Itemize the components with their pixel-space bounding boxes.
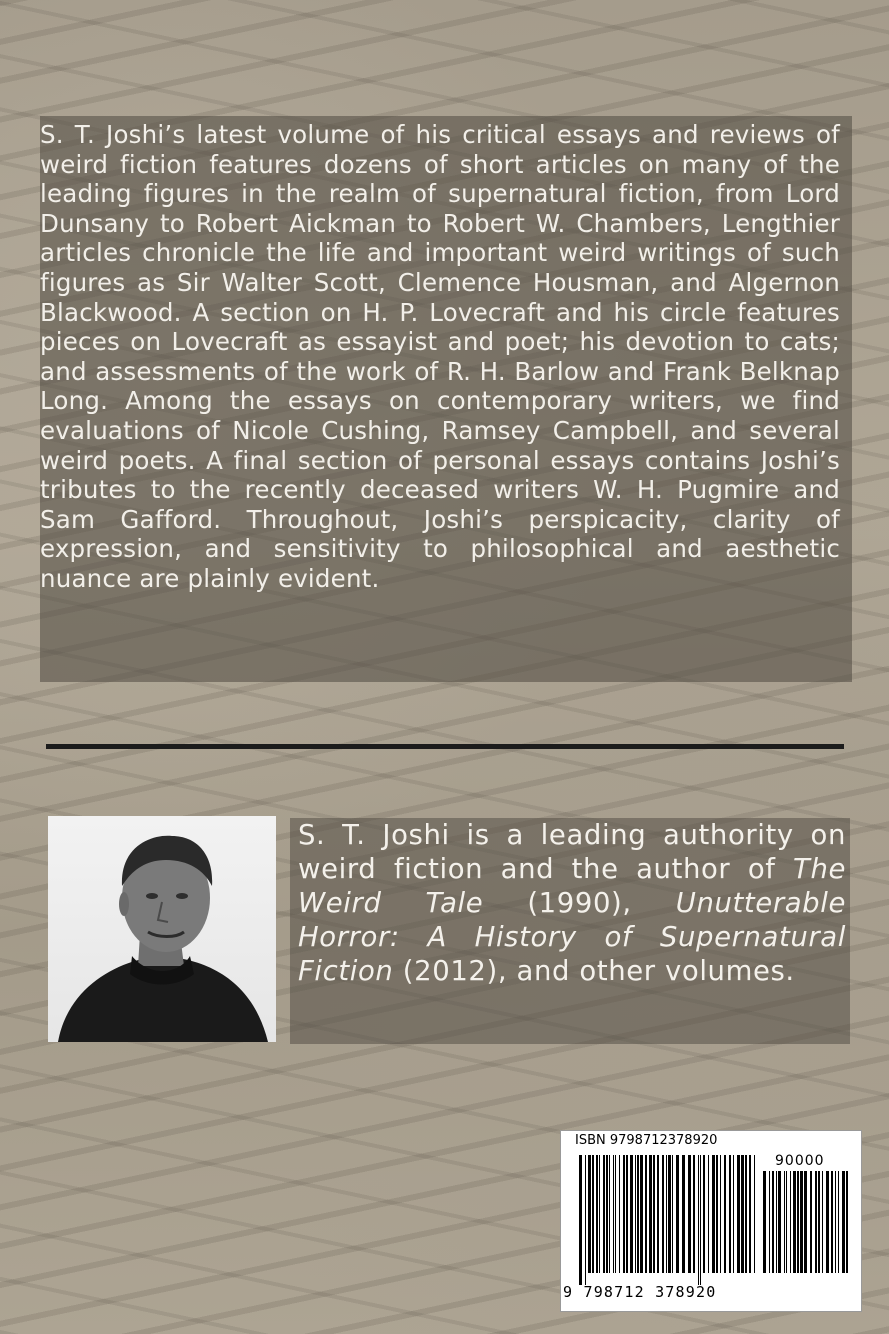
bio-text: (1990),: [483, 887, 676, 919]
book-title-weird-tale: The Weird Tale: [298, 853, 846, 919]
barcode-bar: [786, 1171, 787, 1273]
barcode-bar: [649, 1155, 652, 1273]
barcode-bar: [822, 1171, 823, 1273]
barcode-bar: [637, 1155, 639, 1273]
barcode-bar: [603, 1155, 605, 1273]
book-title-unutterable-horror: Unutterable Horror: A History of Supernatural Fiction: [298, 887, 846, 987]
barcode-bar: [835, 1171, 836, 1273]
barcode-bar: [688, 1155, 691, 1273]
price-code: 90000: [775, 1153, 825, 1169]
barcode-bar: [668, 1155, 671, 1273]
barcode-bar: [737, 1155, 740, 1273]
barcode-bar: [745, 1155, 747, 1273]
barcode-bar: [778, 1171, 781, 1273]
author-bio: [298, 818, 846, 988]
barcode-bar: [810, 1171, 812, 1273]
barcode-bar: [749, 1155, 751, 1273]
barcode-bar: [708, 1155, 709, 1273]
barcode-bar: [790, 1171, 791, 1273]
barcode-bar: [698, 1155, 699, 1285]
barcode-bar: [763, 1171, 766, 1273]
barcode-bar: [592, 1155, 594, 1273]
barcode-bar: [645, 1155, 647, 1273]
barcode-bar: [615, 1155, 616, 1273]
barcode-bar: [657, 1155, 659, 1273]
barcode-bar: [846, 1171, 848, 1273]
barcode-bar: [842, 1171, 845, 1273]
barcode-bar: [626, 1155, 628, 1273]
author-photo: [48, 816, 276, 1042]
isbn-barcode: [560, 1130, 862, 1312]
barcode-bar: [579, 1155, 582, 1285]
barcode-bar: [793, 1171, 796, 1273]
book-description: S. T. Joshi’s latest volume of his critical essays and reviews of weird fiction features dozens of short articles on many of the leading figures in the realm of supernatural fiction, from Lord Dunsany to Robert Aickman to Robert W. Chambers, Lengthier articles chronicle the life and important weird writings of such figures as Sir Walter Scott, Clemence Housman, and Algernon Blackwood. A section on H. P. Lovecraft and his circle features pieces on Lovecraft as essayist and poet; his devotion to cats; and assessments of the work of R. H. Barlow and Frank Belknap Long. Among the essays on contemporary writers, we find evaluations of Nicole Cushing, Ramsey Campbell, and several weird poets. A final section of personal essays contains Joshi’s tributes to the recently deceased writers W. H. Pugmire and Sam Gafford. Throughout, Joshi’s perspicacity, clarity of expression, and sensitivity to philosophical and aesthetic nuance are plainly evident.: [40, 120, 840, 593]
barcode-bar: [772, 1171, 774, 1273]
barcode-bar: [720, 1155, 721, 1273]
barcode-bar: [838, 1171, 839, 1273]
barcode-bar: [609, 1155, 610, 1273]
barcode-bar: [797, 1171, 799, 1273]
barcode-bar: [613, 1155, 614, 1273]
section-divider: [46, 744, 844, 749]
barcode-bar: [729, 1155, 731, 1273]
barcode-bar: [599, 1155, 600, 1273]
barcode-bar: [653, 1155, 655, 1273]
barcode-bar: [623, 1155, 625, 1273]
barcode-bar: [682, 1155, 685, 1273]
barcode-bar: [831, 1171, 833, 1273]
barcode-bar: [676, 1155, 679, 1273]
barcode-bar: [818, 1171, 820, 1273]
barcode-bar: [815, 1171, 817, 1273]
barcode-bar: [724, 1155, 726, 1273]
barcode-bar: [693, 1155, 695, 1273]
barcode-bar: [703, 1155, 705, 1273]
barcode-bar: [630, 1155, 633, 1273]
barcode-main-bars: [579, 1155, 759, 1285]
barcode-bar: [672, 1155, 673, 1273]
barcode-bar: [700, 1155, 701, 1285]
barcode-bar: [804, 1171, 807, 1273]
barcode-bar: [588, 1155, 591, 1273]
barcode-bar: [662, 1155, 664, 1273]
barcode-bar: [784, 1171, 785, 1273]
barcode-bar: [606, 1155, 608, 1273]
barcode-bar: [800, 1171, 803, 1273]
barcode-bar: [585, 1155, 586, 1285]
barcode-bar: [635, 1155, 636, 1273]
barcode-bar: [776, 1171, 777, 1273]
barcode-addon-bars: [763, 1171, 851, 1285]
barcode-bar: [596, 1155, 598, 1273]
barcode-bar: [754, 1155, 755, 1273]
barcode-bar: [619, 1155, 620, 1273]
barcode-bar: [826, 1171, 829, 1273]
barcode-bar: [666, 1155, 667, 1273]
isbn-label: ISBN 9798712378920: [575, 1133, 718, 1148]
barcode-bar: [769, 1171, 770, 1273]
isbn-digits: 9 798712 378920: [563, 1283, 717, 1301]
barcode-bar: [640, 1155, 643, 1273]
barcode-bar: [733, 1155, 734, 1273]
barcode-bar: [741, 1155, 744, 1273]
barcode-bar: [712, 1155, 715, 1273]
bio-text: (2012), and other volumes.: [393, 955, 795, 987]
barcode-bar: [716, 1155, 718, 1273]
bio-text: S. T. Joshi is a leading authority on weird fiction and the author of: [298, 819, 846, 885]
